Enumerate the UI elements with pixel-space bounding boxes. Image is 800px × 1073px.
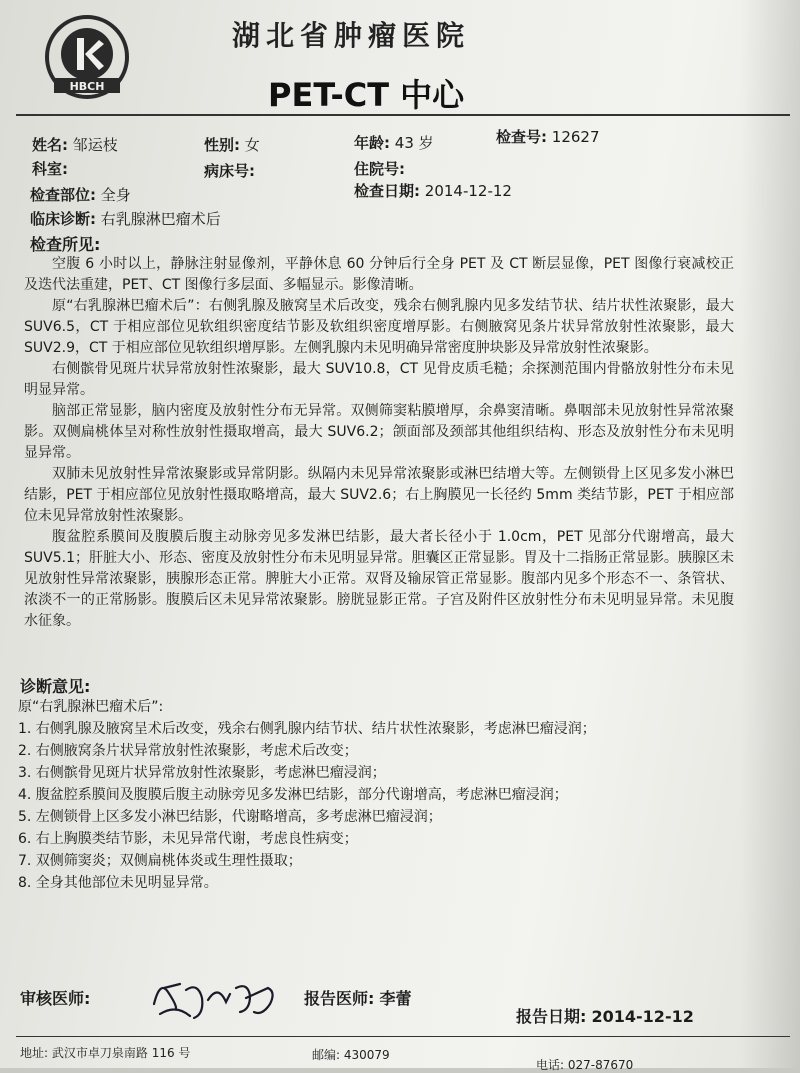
reviewer-row — [20, 986, 90, 1009]
report-date-row — [516, 1004, 694, 1027]
exam-no-row — [496, 126, 600, 147]
diagnosis-item: 5. 左侧锁骨上区多发小淋巴结影，代谢略增高，多考虑淋巴瘤浸润； — [18, 809, 442, 825]
postcode: 430079 — [343, 1048, 390, 1062]
reviewer-signature — [146, 974, 286, 1024]
exam-date-label: 检查日期: — [354, 182, 420, 200]
postcode-line — [312, 1046, 390, 1063]
part-label: 检查部位: — [30, 186, 96, 204]
reporter-name: 李蕾 — [379, 989, 412, 1008]
exam-no-label: 检查号: — [496, 128, 547, 146]
findings-paragraph: 双肺未见放射性异常浓聚影或异常阴影。纵隔内未见异常浓聚影或淋巴结增大等。左侧锁骨上区见多发小淋巴结影，PET 于相应部位见放射性摄取略增高，最大 SUV2.6；右上胸膜见一长径约 5mm 类结节影，PET 于相应部位未见异常放射性浓聚影。 — [24, 466, 734, 524]
diagnosis-list — [18, 696, 738, 894]
bed-row — [204, 160, 255, 181]
name-label: 姓名: — [32, 136, 68, 154]
dept-label: 科室: — [32, 160, 68, 178]
findings-body — [24, 254, 734, 632]
dept-row — [32, 158, 68, 179]
age-label: 年龄: — [354, 134, 390, 152]
reporter-row — [304, 986, 412, 1009]
gender-label: 性别: — [204, 136, 240, 154]
address-line — [20, 1044, 190, 1061]
diagnosis-item: 3. 右侧髌骨见斑片状异常放射性浓聚影，考虑淋巴瘤浸润； — [18, 765, 386, 781]
page-shadow — [740, 0, 800, 1068]
diagnosis-item: 4. 腹盆腔系膜间及腹膜后腹主动脉旁见多发淋巴结影，部分代谢增高，考虑淋巴瘤浸润； — [18, 787, 568, 803]
header-rule — [16, 114, 790, 116]
diagnosis-item: 7. 双侧筛窦炎；双侧扁桃体炎或生理性摄取； — [18, 853, 302, 869]
phone: 027-87670 — [567, 1058, 634, 1072]
reviewer-label: 审核医师: — [20, 989, 91, 1008]
bed-label: 病床号: — [204, 162, 255, 180]
hospital-logo — [44, 14, 130, 100]
findings-paragraph: 空腹 6 小时以上，静脉注射显像剂，平静休息 60 分钟后行全身 PET 及 CT 断层显像，PET 图像行衰减校正及迭代法重建，PET、CT 图像行多层面、多幅显示。影像清晰。 — [24, 256, 734, 293]
diagnosis-item: 1. 右侧乳腺及腋窝呈术后改变，残余右侧乳腺内结节状、结片状性浓聚影，考虑淋巴瘤浸润； — [18, 721, 596, 737]
report-date: 2014-12-12 — [591, 1007, 694, 1026]
findings-paragraph: 原“右乳腺淋巴瘤术后”：右侧乳腺及腋窝呈术后改变，残余右侧乳腺内见多发结节状、结片状性浓聚影，最大 SUV6.5，CT 于相应部位见软组织密度结节影及软组织密度增厚影。右侧腋窝见条片状异常放射性浓聚影，最大 SUV2.9，CT 于相应部位见软组织增厚影。左侧乳腺内未见明确异常密度肿块影及异常放射性浓聚影。 — [24, 298, 734, 356]
clinical-row — [30, 208, 221, 229]
clinical-label: 临床诊断: — [30, 210, 96, 228]
logo-text: HBCH — [69, 80, 105, 93]
part-row — [30, 184, 131, 205]
diagnosis-title: 诊断意见: — [20, 677, 91, 696]
patient-gender: 女 — [244, 136, 260, 154]
exam-no: 12627 — [551, 128, 600, 146]
reporter-label: 报告医师: — [304, 989, 375, 1008]
exam-part: 全身 — [100, 186, 131, 204]
findings-paragraph: 右侧髌骨见斑片状异常放射性浓聚影，最大 SUV10.8，CT 见骨皮质毛糙；余探测范围内骨骼放射性分布未见明显异常。 — [24, 361, 734, 398]
exam-date: 2014-12-12 — [424, 182, 512, 200]
address: 武汉市卓刀泉南路 116 号 — [51, 1046, 191, 1060]
address-label: 地址: — [20, 1046, 49, 1060]
hospital-name: 湖北省肿瘤医院 — [232, 19, 471, 52]
diagnosis-item: 8. 全身其他部位未见明显异常。 — [18, 875, 218, 891]
admission-label: 住院号: — [354, 160, 405, 178]
diagnosis-intro: 原“右乳腺淋巴瘤术后”: — [18, 699, 164, 715]
age-row — [354, 132, 434, 153]
findings-paragraph: 腹盆腔系膜间及腹膜后腹主动脉旁见多发淋巴结影，最大者长径小于 1.0cm，PET 见部分代谢增高，最大 SUV5.1；肝脏大小、形态、密度及放射性分布未见明显异常。胆囊区正常显影。胃及十二指肠正常显影。胰腺区未见放射性异常浓聚影，胰腺形态正常。脾脏大小正常。双肾及输尿管正常显影。腹部内见多个形态不一、条管状、浓淡不一的正常肠影。腹膜后区未见异常浓聚影。膀胱显影正常。子宫及附件区放射性分布未见明显异常。未见腹水征象。 — [24, 529, 734, 629]
patient-name: 邹运枝 — [72, 136, 118, 154]
patient-age: 43 岁 — [394, 134, 434, 152]
clinical-diagnosis: 右乳腺淋巴瘤术后 — [100, 210, 221, 228]
findings-paragraph: 脑部正常显影，脑内密度及放射性分布无异常。双侧筛窦粘膜增厚，余鼻窦清晰。鼻咽部未见放射性异常浓聚影。双侧扁桃体呈对称性放射性摄取增高，最大 SUV6.2；颌面部及颈部其他组织结构、形态及放射性分布未见明显异常。 — [24, 403, 734, 461]
diagnosis-item: 2. 右侧腋窝条片状异常放射性浓聚影，考虑术后改变； — [18, 743, 358, 759]
date-row — [354, 180, 512, 201]
phone-line — [536, 1056, 633, 1073]
report-date-label: 报告日期: — [516, 1007, 587, 1026]
footer-rule — [16, 1036, 790, 1037]
name-row — [32, 134, 118, 155]
gender-row — [204, 134, 260, 155]
diagnosis-item: 6. 右上胸膜类结节影，未见异常代谢，考虑良性病变； — [18, 831, 358, 847]
postcode-label: 邮编: — [312, 1048, 341, 1062]
phone-label: 电话: — [536, 1058, 565, 1072]
center-name: PET-CT 中心 — [268, 76, 465, 114]
admission-row — [354, 158, 405, 179]
findings-title: 检查所见: — [30, 235, 101, 254]
